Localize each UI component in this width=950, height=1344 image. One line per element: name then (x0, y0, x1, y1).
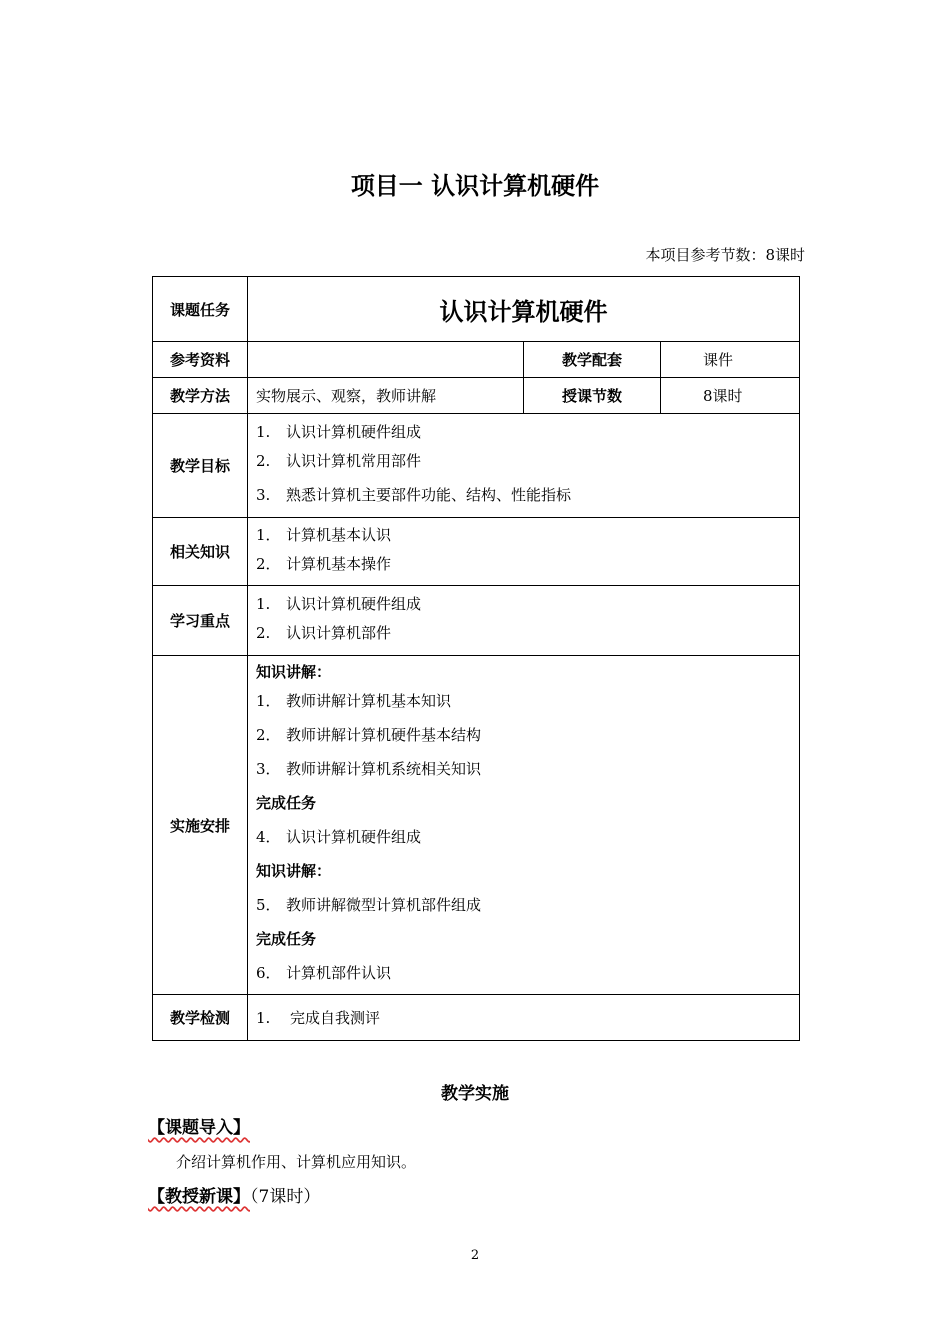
periods-value: 8课时 (661, 378, 800, 414)
list-item: 3. 熟悉计算机主要部件功能、结构、性能指标 (256, 485, 572, 504)
list-item: 1. 完成自我测评 (256, 1008, 381, 1027)
list-item: 1． 教师讲解计算机基本知识 (256, 692, 452, 710)
support-value: 课件 (661, 342, 800, 378)
check-label: 教学检测 (153, 995, 248, 1041)
method-value: 实物展示、观察，教师讲解 (248, 378, 524, 414)
focus-label: 学习重点 (153, 586, 248, 656)
document-title: 项目一 认识计算机硬件 (350, 172, 600, 200)
task-title: 认识计算机硬件 (248, 277, 800, 342)
row-knowledge (153, 518, 800, 586)
arrangement-heading: 知识讲解： (256, 862, 332, 880)
newlesson-hours: （7课时） (250, 1187, 321, 1207)
reference-label: 参考资料 (153, 342, 248, 378)
lesson-plan-table (152, 276, 800, 1041)
reference-value (248, 342, 524, 378)
focus-list (248, 586, 800, 656)
arrangement-list (248, 656, 800, 995)
reference-hours-note: 本项目参考节数：8课时 (645, 246, 805, 264)
arrangement-heading: 完成任务 (256, 794, 317, 812)
list-item: 2． 计算机基本操作 (256, 554, 392, 573)
list-item: 4． 认识计算机硬件组成 (256, 828, 422, 846)
periods-label: 授课节数 (524, 378, 661, 414)
check-list (248, 995, 800, 1041)
arrangement-label: 实施安排 (153, 656, 248, 995)
list-item: 2. 认识计算机部件 (256, 623, 392, 642)
newlesson-heading (148, 1182, 320, 1207)
arrangement-heading: 知识讲解： (256, 663, 332, 681)
list-item: 1． 计算机基本认识 (256, 525, 392, 544)
row-objectives (153, 414, 800, 518)
row-reference (153, 342, 800, 378)
row-focus (153, 586, 800, 656)
intro-heading-text: 【课题导入】 (148, 1118, 250, 1138)
page-number: 2 (470, 1248, 480, 1263)
list-item: 3． 教师讲解计算机系统相关知识 (256, 760, 482, 778)
list-item: 2． 教师讲解计算机硬件基本结构 (256, 726, 482, 744)
support-label: 教学配套 (524, 342, 661, 378)
knowledge-list (248, 518, 800, 586)
objectives-list (248, 414, 800, 518)
list-item: 5． 教师讲解微型计算机部件组成 (256, 896, 482, 914)
intro-paragraph: 介绍计算机作用、计算机应用知识。 (176, 1153, 417, 1171)
row-method (153, 378, 800, 414)
newlesson-heading-text: 【教授新课】 (148, 1187, 250, 1207)
intro-heading (148, 1113, 250, 1138)
row-task (153, 277, 800, 342)
row-check (153, 995, 800, 1041)
list-item: 1. 认识计算机硬件组成 (256, 594, 422, 613)
list-item: 1. 认识计算机硬件组成 (256, 422, 422, 441)
list-item: 6． 计算机部件认识 (256, 964, 392, 982)
objectives-label: 教学目标 (153, 414, 248, 518)
method-label: 教学方法 (153, 378, 248, 414)
list-item: 2. 认识计算机常用部件 (256, 451, 422, 470)
knowledge-label: 相关知识 (153, 518, 248, 586)
arrangement-heading: 完成任务 (256, 930, 317, 948)
task-label: 课题任务 (153, 277, 248, 342)
row-arrangement (153, 656, 800, 995)
section-title: 教学实施 (441, 1084, 509, 1104)
